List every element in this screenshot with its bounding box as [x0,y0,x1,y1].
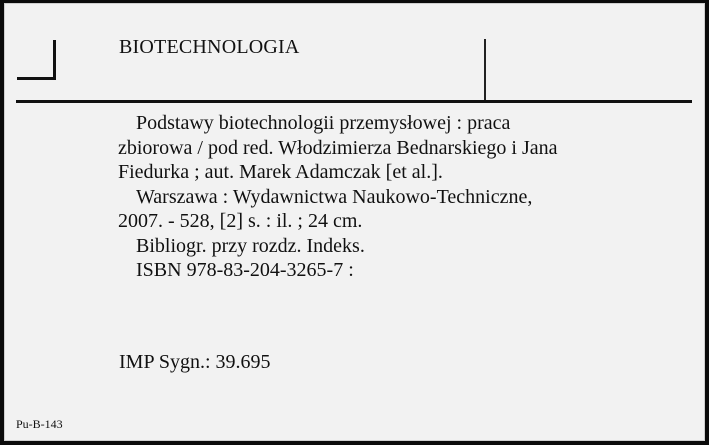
call-number: IMP Sygn.: 39.695 [119,351,271,373]
card-label: Pu-B-143 [16,417,63,431]
publication-line-2: 2007. - 528, [2] s. : il. ; 24 cm. [118,210,363,232]
title-line-1: Podstawy biotechnologii przemysłowej : praca [136,112,511,134]
publication-line-1: Warszawa : Wydawnictwa Naukowo-Techniczne, [136,185,533,208]
title-line-2: zbiorowa / pod red. Włodzimierza Bednarskiego i Jana [118,136,558,159]
isbn-line: ISBN 978-83-204-3265-7 : [136,259,354,281]
title-line-3: Fiedurka ; aut. Marek Adamczak [et al.]. [118,161,443,183]
corner-mark-horizontal [17,77,56,80]
divider-vertical [484,39,486,100]
bibliographic-description [118,111,658,283]
corner-mark-vertical [53,40,56,80]
catalog-card [4,3,705,441]
divider-horizontal [16,100,692,103]
notes-line: Bibliogr. przy rozdz. Indeks. [136,234,365,257]
subject-heading: BIOTECHNOLOGIA [119,36,300,58]
